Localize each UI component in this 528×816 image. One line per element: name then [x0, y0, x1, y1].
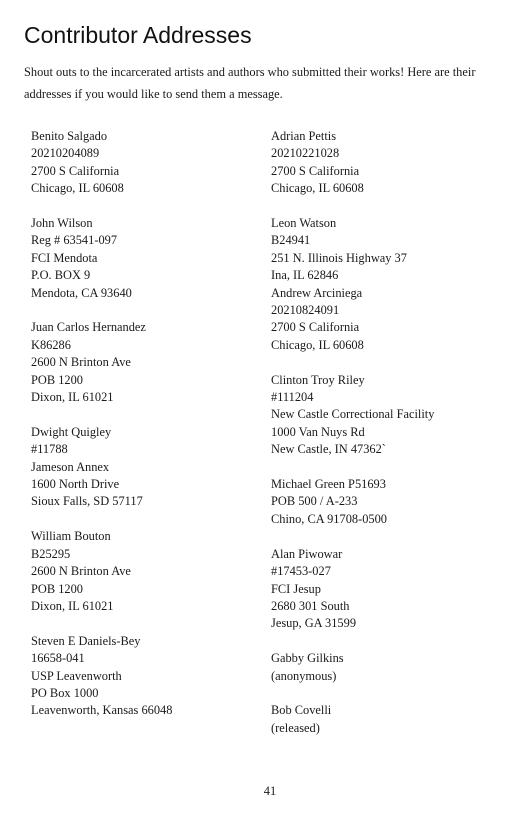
address-line: POB 500 / A-233	[271, 494, 358, 509]
address-line: P.O. BOX 9	[31, 268, 91, 283]
address-entry	[271, 702, 511, 737]
address-line: 2700 S California	[31, 163, 120, 178]
address-line: 1600 North Drive	[31, 477, 120, 492]
address-entry	[271, 285, 511, 355]
address-entry	[31, 128, 251, 198]
address-line: 2700 S California	[271, 320, 360, 335]
address-entry	[271, 372, 511, 459]
intro-paragraph: Shout outs to the incarcerated artists and authors who submitted their works! Here are their addresses if you would like to send them a message.	[24, 65, 476, 101]
contributor-name: Andrew Arciniega	[271, 285, 363, 300]
contributor-name: William Bouton	[31, 529, 111, 544]
contributor-name: Clinton Troy Riley	[271, 372, 365, 387]
address-column-right	[271, 128, 511, 737]
contributor-name: Gabby Gilkins	[271, 651, 344, 666]
entry-spacer	[271, 685, 511, 702]
entry-spacer	[271, 459, 511, 476]
address-line: 2600 N Brinton Ave	[31, 355, 131, 370]
contributor-name: Alan Piwowar	[271, 546, 343, 561]
address-line: Dixon, IL 61021	[31, 390, 114, 405]
address-line: PO Box 1000	[31, 685, 99, 700]
contributor-name: Steven E Daniels-Bey	[31, 633, 141, 648]
address-line: Ina, IL 62846	[271, 268, 339, 283]
contributor-name: Juan Carlos Hernandez	[31, 320, 146, 335]
address-line: 20210221028	[271, 146, 340, 161]
address-line: Chicago, IL 60608	[31, 181, 124, 196]
address-line: POB 1200	[31, 581, 83, 596]
address-entry	[31, 319, 251, 406]
address-line: B25295	[31, 546, 71, 561]
address-line: FCI Jesup	[271, 581, 321, 596]
contributor-name: John Wilson	[31, 216, 93, 231]
contributor-name: Dwight Quigley	[31, 424, 112, 439]
address-line: Reg # 63541-097	[31, 233, 118, 248]
entry-spacer	[271, 354, 511, 371]
address-line: B24941	[271, 233, 311, 248]
address-line: Sioux Falls, SD 57117	[31, 494, 143, 509]
address-line: Dixon, IL 61021	[31, 598, 114, 613]
address-line: (anonymous)	[271, 668, 337, 683]
address-entry	[271, 650, 511, 685]
address-entry	[31, 528, 251, 615]
contributor-name: Benito Salgado	[31, 129, 108, 143]
entry-spacer	[31, 615, 251, 632]
address-line: Chicago, IL 60608	[271, 181, 364, 196]
address-line: 20210204089	[31, 146, 100, 161]
address-entry	[271, 128, 511, 198]
address-line: Jameson Annex	[31, 459, 110, 474]
contributor-name: Bob Covelli	[271, 703, 332, 718]
address-line: Mendota, CA 93640	[31, 285, 132, 300]
entry-spacer	[31, 302, 251, 319]
address-entry	[31, 424, 251, 511]
address-entry	[271, 476, 511, 528]
contributor-name: Michael Green P51693	[271, 477, 386, 492]
address-line: 2700 S California	[271, 163, 360, 178]
address-line: Chino, CA 91708-0500	[271, 511, 387, 526]
address-line: 16658-041	[31, 651, 85, 666]
address-line: FCI Mendota	[31, 250, 98, 265]
address-line: New Castle, IN 47362`	[271, 442, 386, 457]
address-line: USP Leavenworth	[31, 668, 122, 683]
address-line: (released)	[271, 720, 320, 735]
address-line: 20210824091	[271, 303, 340, 318]
address-line: POB 1200	[31, 372, 83, 387]
entry-spacer	[271, 633, 511, 650]
address-line: 2600 N Brinton Ave	[31, 564, 131, 579]
entry-spacer	[271, 198, 511, 215]
address-entry	[31, 215, 251, 302]
contributor-name: Leon Watson	[271, 216, 337, 231]
address-column-left	[31, 128, 251, 720]
entry-spacer	[271, 528, 511, 545]
address-line: Jesup, GA 31599	[271, 616, 357, 631]
address-line: 2680 301 South	[271, 598, 350, 613]
address-line: New Castle Correctional Facility	[271, 407, 435, 422]
address-line: 251 N. Illinois Highway 37	[271, 250, 407, 265]
address-line: #11788	[31, 442, 68, 457]
entry-spacer	[31, 198, 251, 215]
contributor-name: Adrian Pettis	[271, 129, 337, 143]
entry-spacer	[31, 511, 251, 528]
address-line: #111204	[271, 390, 314, 405]
address-entry	[271, 546, 511, 633]
address-entry	[271, 215, 511, 285]
address-line: K86286	[31, 337, 71, 352]
address-line: #17453-027	[271, 564, 331, 579]
address-entry	[31, 633, 251, 720]
entry-spacer	[31, 406, 251, 423]
address-line: 1000 Van Nuys Rd	[271, 424, 365, 439]
address-line: Chicago, IL 60608	[271, 337, 364, 352]
page-number: 41	[263, 784, 277, 798]
address-line: Leavenworth, Kansas 66048	[31, 703, 173, 718]
page-title: Contributor Addresses	[24, 22, 252, 48]
